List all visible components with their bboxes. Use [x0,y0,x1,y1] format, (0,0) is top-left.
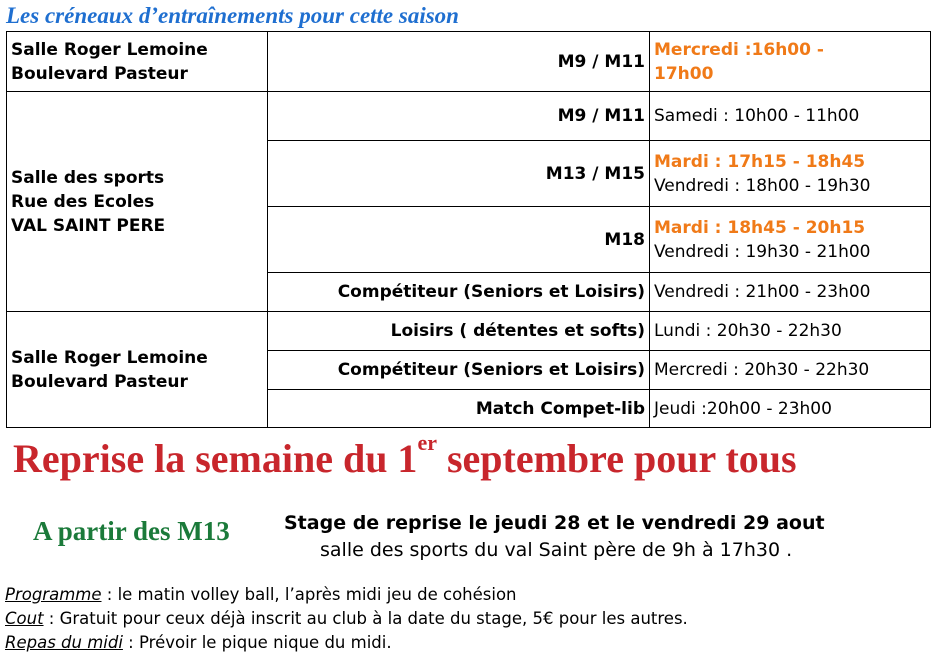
info-sep: : [122,633,139,652]
time-cell [650,32,931,92]
venue-cell [7,92,268,312]
info-sep: : [101,585,118,604]
reprise-superscript: er [417,430,437,455]
time-cell [650,141,931,207]
time-cell [650,207,931,273]
table-row [7,32,931,92]
info-line-cout [5,608,688,630]
venue-line: Boulevard Pasteur [11,371,188,392]
info-text: Gratuit pour ceux déjà inscrit au club à la date du stage, 5€ pour les autres. [59,609,688,628]
info-sep: : [43,609,60,628]
category-cell: Loisirs ( détentes et softs) [268,312,650,351]
time-slot: Mardi : 18h45 - 20h15 [654,217,866,238]
age-group-note: A partir des M13 [33,516,230,546]
time-slot: 17h00 [654,63,714,84]
info-label: Cout [5,609,44,628]
info-text: le matin volley ball, l’après midi jeu de cohésion [117,585,517,604]
time-slot: Vendredi : 18h00 - 19h30 [654,175,871,196]
category-cell: Compétiteur (Seniors et Loisirs) [268,273,650,312]
time-slot: Samedi : 10h00 - 11h00 [654,106,860,126]
category-cell: Compétiteur (Seniors et Loisirs) [268,351,650,390]
category-cell: M9 / M11 [268,92,650,141]
reprise-heading [13,430,943,484]
time-cell [650,390,931,428]
venue-line: Salle des sports [11,167,165,188]
stage-dates: Stage de reprise le jeudi 28 et le vendredi 29 aout [284,512,825,534]
reprise-text: Reprise la semaine du 1 [13,436,418,481]
time-slot: Lundi : 20h30 - 22h30 [654,321,842,341]
time-slot: Vendredi : 21h00 - 23h00 [654,282,871,302]
time-cell [650,273,931,312]
category-cell: M9 / M11 [268,32,650,92]
venue-cell [7,312,268,428]
info-text: Prévoir le pique nique du midi. [139,633,392,652]
venue-cell [7,32,268,92]
info-label: Programme [5,585,102,604]
schedule-table [6,31,931,428]
venue-line: Salle Roger Lemoine [11,347,208,368]
category-cell: Match Compet-lib [268,390,650,428]
time-slot: Mercredi :16h00 - [654,39,824,60]
page-title: Les créneaux d’entraînements pour cette saison [6,3,459,28]
table-row [7,312,931,351]
table-row [7,92,931,141]
info-label: Repas du midi [5,633,123,652]
venue-line: VAL SAINT PERE [11,215,166,236]
reprise-text-end: septembre pour tous [436,436,797,481]
time-slot: Mardi : 17h15 - 18h45 [654,151,866,172]
category-cell: M18 [268,207,650,273]
info-line-programme [5,584,517,606]
time-slot: Vendredi : 19h30 - 21h00 [654,241,871,262]
time-cell [650,351,931,390]
venue-line: Boulevard Pasteur [11,63,188,84]
time-cell [650,312,931,351]
time-slot: Jeudi :20h00 - 23h00 [654,398,832,419]
venue-line: Rue des Ecoles [11,191,155,212]
stage-location: salle des sports du val Saint père de 9h à 17h30 . [320,539,793,561]
category-cell: M13 / M15 [268,141,650,207]
info-line-repas [5,632,392,654]
time-cell [650,92,931,141]
venue-line: Salle Roger Lemoine [11,39,208,60]
time-slot: Mercredi : 20h30 - 22h30 [654,360,870,380]
